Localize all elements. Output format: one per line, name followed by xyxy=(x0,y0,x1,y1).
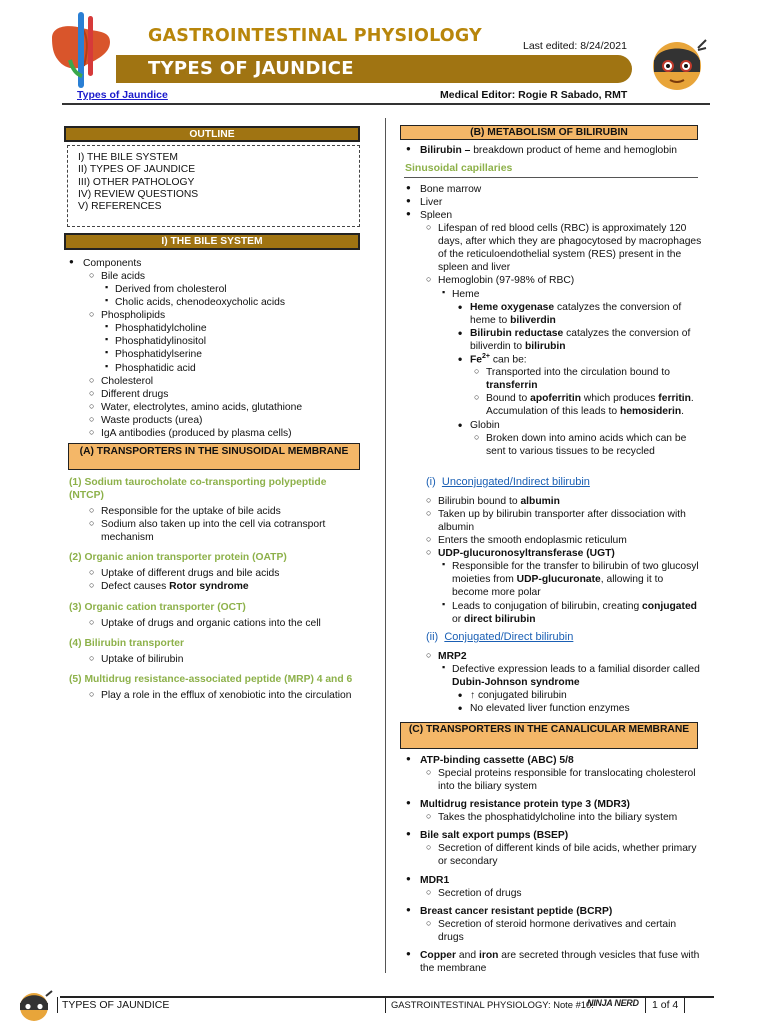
list-item xyxy=(442,560,702,599)
transporter-title: (1) Sodium taurocholate co-transporting polypeptide (NTCP) xyxy=(69,477,327,502)
direct-bilirubin: direct bilirubin xyxy=(464,613,536,625)
list-item: ○ IgA antibodies (produced by plasma cells) xyxy=(89,427,364,440)
list-item: ● Liver xyxy=(406,196,702,209)
text: Defective expression leads to a familial disorder called xyxy=(452,664,700,676)
list-item: ▪ Cholic acids, chenodeoxycholic acids xyxy=(105,296,364,309)
text: Leads to conjugation of bilirubin, creating xyxy=(452,600,643,612)
text: which produces xyxy=(581,393,659,405)
list-item: ● Bone marrow xyxy=(406,183,702,196)
list-item: ▪ Phosphatidic acid xyxy=(105,362,364,375)
outline-item[interactable]: I) THE BILE SYSTEM xyxy=(78,152,178,163)
biliverdin: biliverdin xyxy=(510,314,556,326)
list-item xyxy=(458,353,702,366)
udp-glucuronate: UDP-glucuronate xyxy=(516,574,601,586)
transporter-title: (4) Bilirubin transporter xyxy=(69,637,184,649)
list-item xyxy=(426,495,702,508)
list-item: ○ Broken down into amino acids which can be sent to various tissues to be recycled xyxy=(474,432,702,458)
outline-heading: OUTLINE xyxy=(64,126,360,142)
text: can be: xyxy=(490,354,527,366)
list-item: ○ Uptake of different drugs and bile acids xyxy=(89,567,364,580)
list-item: ○ Hemoglobin (97-98% of RBC) xyxy=(426,274,702,287)
sinusoidal-capillaries-subhead: Sinusoidal capillaries xyxy=(405,162,513,174)
list-item xyxy=(406,144,702,157)
list-item: ○ MRP2 xyxy=(426,650,702,663)
list-item xyxy=(406,949,702,975)
list-item: ○ Uptake of bilirubin xyxy=(89,653,364,666)
text: Transported into the circulation bound to xyxy=(486,367,670,379)
text: . xyxy=(681,406,685,418)
list-item: ● Multidrug resistance protein type 3 (MDR3) xyxy=(406,798,702,811)
transporter-title: (3) Organic cation transporter (OCT) xyxy=(69,601,246,613)
list-item: ○ Secretion of different kinds of bile acids, whether primary or secondary xyxy=(426,842,702,868)
list-item: ○ Cholesterol xyxy=(89,375,364,388)
conjugated-list xyxy=(406,650,702,715)
medical-editor: Medical Editor: Rogie R Sabado, RMT xyxy=(440,89,628,101)
list-item: ○ Lifespan of red blood cells (RBC) is approximately 120 days, after which they are phagocytosed by macrophages of the reticuloendothelial system (RES) present in the spleen and liver xyxy=(426,222,702,274)
footer-separator xyxy=(385,997,386,1013)
bile-system-heading: I) THE BILE SYSTEM xyxy=(64,233,360,250)
outline-item[interactable]: III) OTHER PATHOLOGY xyxy=(78,176,195,188)
transferrin: transferrin xyxy=(486,380,538,392)
text: Defect causes xyxy=(101,581,170,593)
canalicular-heading: (C) TRANSPORTERS IN THE CANALICULAR MEMBRANE xyxy=(400,722,698,749)
canalicular-list xyxy=(406,754,702,975)
list-item: ▪ Phosphatidylinositol xyxy=(105,335,364,348)
subheading-number: (ii) xyxy=(426,631,439,643)
copper: Copper xyxy=(420,949,457,961)
list-item: ○ Special proteins responsible for translocating cholesterol into the biliary system xyxy=(426,767,702,793)
list-item: ● Bile salt export pumps (BSEP) xyxy=(406,829,702,842)
bilirubin-reductase: Bilirubin reductase xyxy=(470,327,564,339)
list-item: ● ATP-binding cassette (ABC) 5/8 xyxy=(406,754,702,767)
text: catalyzes the conversion of biliverdin to xyxy=(470,327,691,352)
albumin: albumin xyxy=(520,496,560,507)
footer-separator xyxy=(645,997,646,1013)
list-item xyxy=(474,366,702,392)
outline-box xyxy=(67,145,360,227)
unconjugated-subheading xyxy=(426,476,590,490)
footer-title: TYPES OF JAUNDICE xyxy=(62,999,170,1011)
list-item: ○ Sodium also taken up into the cell via cotransport mechanism xyxy=(89,518,364,544)
subheading-title: Conjugated/Direct bilirubin xyxy=(444,631,574,643)
document-title: TYPES OF JAUNDICE xyxy=(148,58,354,79)
list-item: ○ Takes the phosphatidylcholine into the biliary system xyxy=(426,811,702,824)
subhead-rule xyxy=(404,177,698,178)
bilirubin-definition xyxy=(406,144,702,157)
heme-oxygenase: Heme oxygenase xyxy=(470,301,555,313)
metabolism-list xyxy=(406,183,702,458)
bilirubin: bilirubin xyxy=(524,340,566,352)
list-item: ○ Bile acids xyxy=(89,270,364,283)
list-item xyxy=(458,301,702,327)
bilirubin-term: Bilirubin – xyxy=(420,145,471,156)
text: Bound to xyxy=(486,393,531,405)
ferritin: ferritin xyxy=(658,393,691,405)
list-item: ○ Taken up by bilirubin transporter after dissociation with albumin xyxy=(426,508,702,534)
list-item xyxy=(458,327,702,353)
list-item: ● MDR1 xyxy=(406,874,702,887)
text: or xyxy=(452,613,465,625)
unconjugated-list xyxy=(406,495,702,626)
text: , allowing it to become more polar xyxy=(452,574,664,599)
list-item: ● Components xyxy=(69,257,364,270)
apoferritin: apoferritin xyxy=(530,393,582,405)
list-item: ○ Enters the smooth endoplasmic reticulum xyxy=(426,534,702,547)
list-item: ▪ Phosphatidylcholine xyxy=(105,322,364,335)
list-item: ○ Phospholipids xyxy=(89,309,364,322)
ninja-nerd-brand-logo: NINJA NERD xyxy=(587,998,639,1008)
list-item: ▪ Derived from cholesterol xyxy=(105,283,364,296)
subheading-number: (i) xyxy=(426,476,436,488)
footer-note: GASTROINTESTINAL PHYSIOLOGY: Note #10. xyxy=(391,999,594,1010)
list-item: ● Breast cancer resistant peptide (BCRP) xyxy=(406,905,702,918)
hemosiderin: hemosiderin xyxy=(619,406,682,418)
metabolism-heading: (B) METABOLISM OF BILIRUBIN xyxy=(400,125,698,140)
bile-system-list xyxy=(69,257,364,440)
iron: iron xyxy=(478,949,499,961)
liver-logo-icon xyxy=(48,10,114,92)
footer-separator xyxy=(57,997,58,1013)
text: are secreted through vesicles that fuse with the membrane xyxy=(420,949,700,974)
list-item: • Globin xyxy=(458,419,702,432)
outline-item[interactable]: II) TYPES OF JAUNDICE xyxy=(78,164,196,176)
footer-separator xyxy=(684,997,685,1013)
list-item: • ↑ conjugated bilirubin xyxy=(458,689,702,702)
dubin-johnson-syndrome: Dubin-Johnson syndrome xyxy=(452,677,580,689)
list-item xyxy=(442,600,702,626)
list-item: ○ Waste products (urea) xyxy=(89,414,364,427)
transporter-title: (5) Multidrug resistance-associated peptide (MRP) 4 and 6 xyxy=(69,673,353,685)
ninja-mascot-icon xyxy=(14,988,54,1022)
topic-link[interactable]: Types of Jaundice xyxy=(77,89,168,101)
rotor-syndrome: Rotor syndrome xyxy=(169,581,249,593)
conjugated: conjugated xyxy=(642,600,697,612)
text: catalyzes the conversion of heme to xyxy=(470,301,682,326)
list-item: ▪ Phosphatidylserine xyxy=(105,348,364,361)
list-item: ○ Secretion of drugs xyxy=(426,887,702,900)
text: breakdown product of heme and hemoglobin xyxy=(470,145,677,156)
last-edited-date: Last edited: 8/24/2021 xyxy=(523,40,627,52)
list-item: ● Spleen xyxy=(406,209,702,222)
list-item: • No elevated liver function enzymes xyxy=(458,702,702,715)
iron: Fe xyxy=(470,354,483,366)
subheading-title: Unconjugated/Indirect bilirubin xyxy=(441,476,590,488)
list-item: ○ Responsible for the uptake of bile acids xyxy=(89,505,364,518)
list-item xyxy=(474,392,702,418)
sinusoidal-heading: (A) TRANSPORTERS IN THE SINUSOIDAL MEMBRANE xyxy=(68,443,360,470)
list-item: ○ Play a role in the efflux of xenobiotic into the circulation xyxy=(89,689,364,702)
iron-charge: 2+ xyxy=(482,352,491,360)
conjugated-subheading xyxy=(426,631,573,645)
page-number: 1 of 4 xyxy=(652,999,679,1011)
list-item: ○ Uptake of drugs and organic cations into the cell xyxy=(89,617,364,630)
text: and xyxy=(456,949,479,961)
document-category-title: GASTROINTESTINAL PHYSIOLOGY xyxy=(148,26,482,46)
ninja-mascot-icon xyxy=(646,34,708,92)
list-item: ○ Different drugs xyxy=(89,388,364,401)
text: . Accumulation of this leads to xyxy=(486,393,694,418)
outline-item[interactable]: IV) REVIEW QUESTIONS xyxy=(78,189,199,201)
list-item: ▪ Heme xyxy=(442,288,702,301)
outline-item[interactable]: V) REFERENCES xyxy=(78,201,162,213)
sinusoidal-list xyxy=(69,476,364,702)
list-item xyxy=(442,663,702,689)
list-item xyxy=(89,580,364,593)
list-item: ○ Secretion of steroid hormone derivatives and certain drugs xyxy=(426,918,702,944)
transporter-title: (2) Organic anion transporter protein (OATP) xyxy=(69,552,287,564)
header-divider xyxy=(62,103,710,105)
text: Responsible for the transfer to bilirubin of two glucosyl moieties from xyxy=(452,561,699,586)
list-item: ○ Water, electrolytes, amino acids, glutathione xyxy=(89,401,364,414)
list-item: ○ UDP-glucuronosyltransferase (UGT) xyxy=(426,547,702,560)
column-divider xyxy=(385,118,386,973)
text: Bilirubin bound to xyxy=(438,496,521,507)
